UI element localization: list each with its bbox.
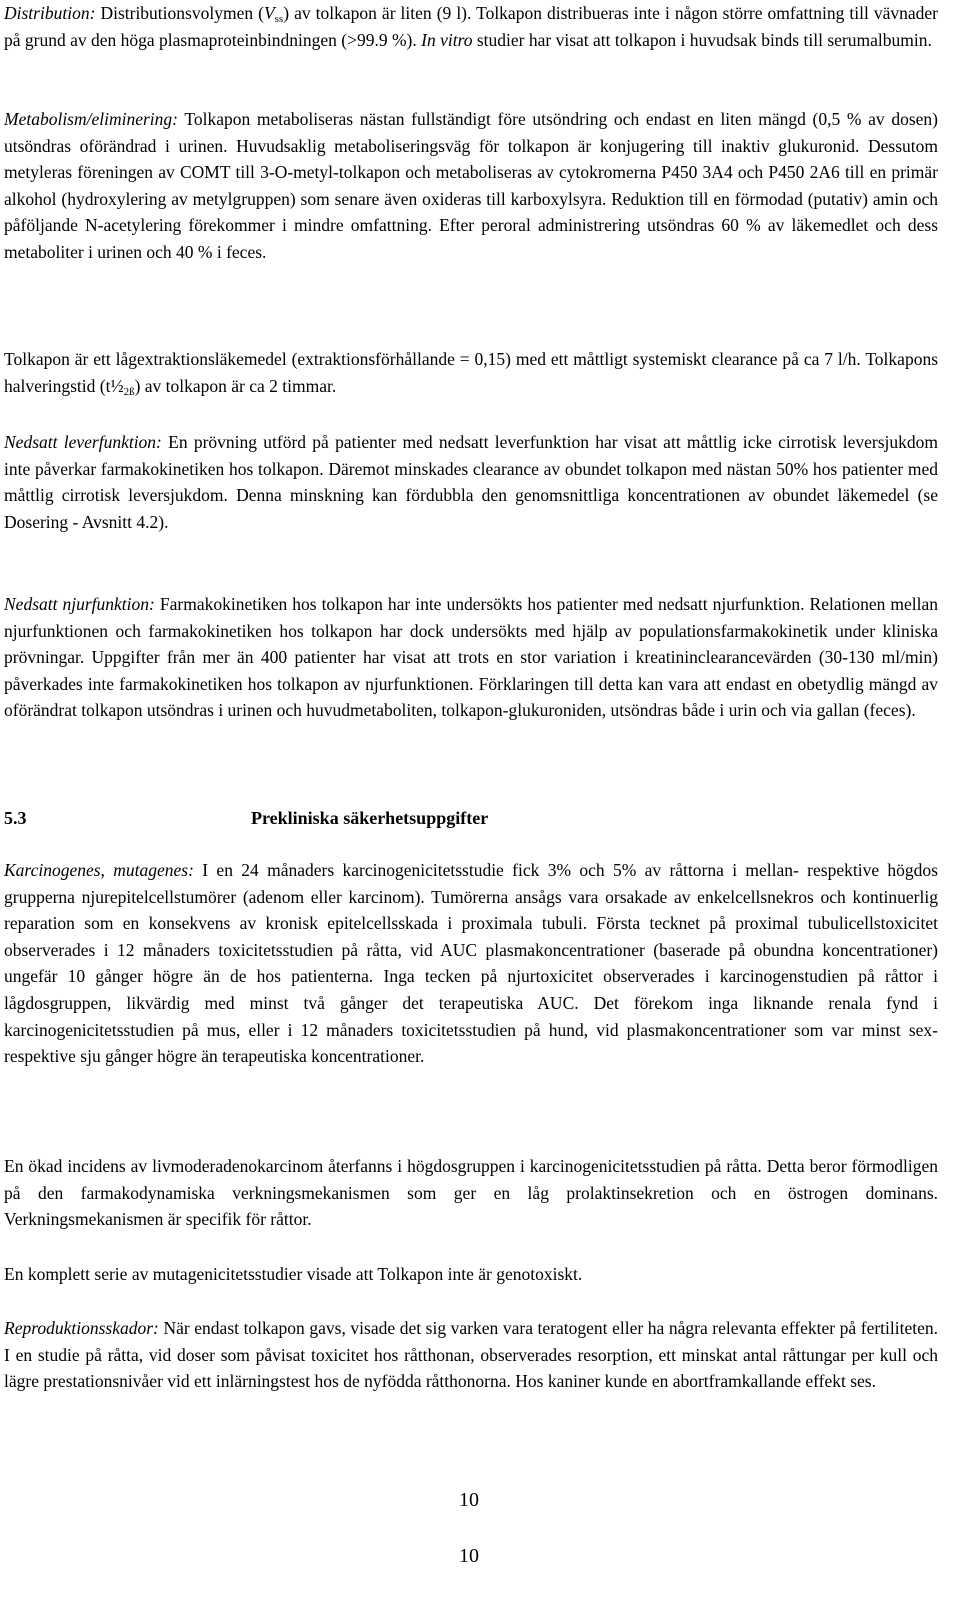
adenocarcinoma-paragraph: En ökad incidens av livmoderadenokarcinom återfanns i högdosgruppen i karcinogenicitetsstudien på råtta. Detta beror förmodligen på den farmakodynamiska verkningsmekanismen som ger en låg prolaktinsekretion och en östrogen dominans. Verkningsmekanismen är specifik för råttor.: [4, 1156, 938, 1230]
section-heading: [4, 805, 938, 832]
reproduction-paragraph: Reproduktionsskador: När endast tolkapon gavs, visade det sig varken vara teratogent eller ha några relevanta effekter på fertiliteten. I en studie på råtta, vid doser som påvisat toxicitet hos råtthonan, observerades resorption, ett minskat antal råttungar per kull och lägre prestationsnivåer vid ett inlärningstest hos de nyfödda råtthonorna. Hos kaniner kunde en abortframkallande effekt ses.: [4, 1318, 938, 1392]
distribution-label: Distribution:: [4, 3, 96, 23]
clearance-paragraph: Tolkapon är ett lågextraktionsläkemedel (extraktionsförhållande = 0,15) med ett måttligt systemiskt clearance på ca 7 l/h. Tolkapons halveringstid $(t\frac{1}{2}_{2ß})$ av tolkapon är ca 2 timmar.: [4, 349, 938, 398]
mutagenicity-paragraph: En komplett serie av mutagenicitetsstudier visade att Tolkapon inte är genotoxiskt.: [4, 1264, 583, 1284]
page-number: 10: [459, 1489, 479, 1511]
carcinogenesis-label: Karcinogenes, mutagenes:: [4, 860, 194, 880]
carcinogenesis-paragraph: Karcinogenes, mutagenes: I en 24 månaders karcinogenicitetsstudie fick 3% och 5% av råttorna i mellan- respektive högdos grupperna njurepitelcellstumörer (adenom eller karcinom). Tumörerna ansågs vara orsakade av enkelcellsnekros och kontinuerlig reparation som en konsekvens av kronisk epitelcellsskada i proximala tubuli. Första tecknet på proximal tubulicellstoxicitet observerades i 12 månaders toxicitetsstudien på råtta, vid AUC plasmakoncentrationer (baserade på obundna koncentrationer) ungefär 10 gånger högre än de hos patienterna. Inga tecken på njurtoxicitet observerades i karcinogenstudien på råttor i lågdosgruppen, likvärdig med minst två gånger det terapeutiska AUC. Det förekom inga liknande renala fynd i karcinogenicitetsstudien på mus, eller i 12 månaders toxicitetsstudien på hund, vid plasmakoncentrationer som var minst sex- respektive sju gånger högre än terapeutiska koncentrationer.: [4, 860, 938, 1067]
section-title: Prekliniska säkerhetsuppgifter: [251, 808, 489, 828]
reproduction-label: Reproduktionsskador:: [4, 1318, 159, 1338]
distribution-paragraph: Distribution: Distributionsvolymen $(V_{ss})$ av tolkapon är liten (9 l). Tolkapon distribueras inte i någon större omfattning till vävnader på grund av den höga plasmaproteinbindningen (>99.9 %). In vitro studier har visat att tolkapon i huvudsak binds till serumalbumin.: [4, 3, 938, 50]
page-number-footer: 10: [459, 1545, 479, 1567]
metabolism-paragraph: Metabolism/eliminering: Tolkapon metaboliseras nästan fullständigt före utsöndring och endast en liten mängd (0,5 % av dosen) utsöndras oförändrad i urinen. Huvudsaklig metaboliseringsväg för tolkapon är konjugering till inaktiv glukuronid. Dessutom metyleras föreningen av COMT till 3-O-metyl-tolkapon och metaboliseras av cytokromerna P450 3A4 och P450 2A6 till en primär alkohol (hydroxylering av metylgruppen) som senare även oxideras till karboxylsyra. Reduktion till en förmodad (putativ) amin och påföljande N-acetylering förekommer i mindre omfattning. Efter peroral administrering utsöndras 60 % av läkemedlet och dess metaboliter i urinen och 40 % i feces.: [4, 109, 938, 262]
liver-function-paragraph: Nedsatt leverfunktion: En prövning utförd på patienter med nedsatt leverfunktion har visat att måttlig icke cirrotisk leversjukdom inte påverkar farmakokinetiken hos tolkapon. Däremot minskades clearance av obundet tolkapon med nästan 50% hos patienter med måttlig cirrotisk leversjukdom. Denna minskning kan fördubbla den genomsnittliga koncentrationen av obundet läkemedel (se Dosering - Avsnitt 4.2).: [4, 432, 938, 532]
liver-function-label: Nedsatt leverfunktion:: [4, 432, 162, 452]
section-number: 5.3: [4, 808, 27, 828]
metabolism-label: Metabolism/eliminering:: [4, 109, 179, 129]
kidney-function-paragraph: Nedsatt njurfunktion: Farmakokinetiken hos tolkapon har inte undersökts hos patienter med nedsatt njurfunktion. Relationen mellan njurfunktionen och farmakokinetiken hos tolkapon har dock undersökts med hjälp av populationsfarmakokinetik under kliniska prövningar. Uppgifter från mer än 400 patienter har visat att trots en stor variation i kreatininclearancevärden (30-130 ml/min) påverkades inte farmakokinetiken hos tolkapon av njurfunktionen. Förklaringen till detta kan vara att endast en obetydlig mängd av oförändrat tolkapon utsöndras i urinen och huvudmetaboliten, tolkapon-glukuroniden, utsöndras både i urin och via gallan (feces).: [4, 594, 938, 721]
kidney-function-label: Nedsatt njurfunktion:: [4, 594, 155, 614]
